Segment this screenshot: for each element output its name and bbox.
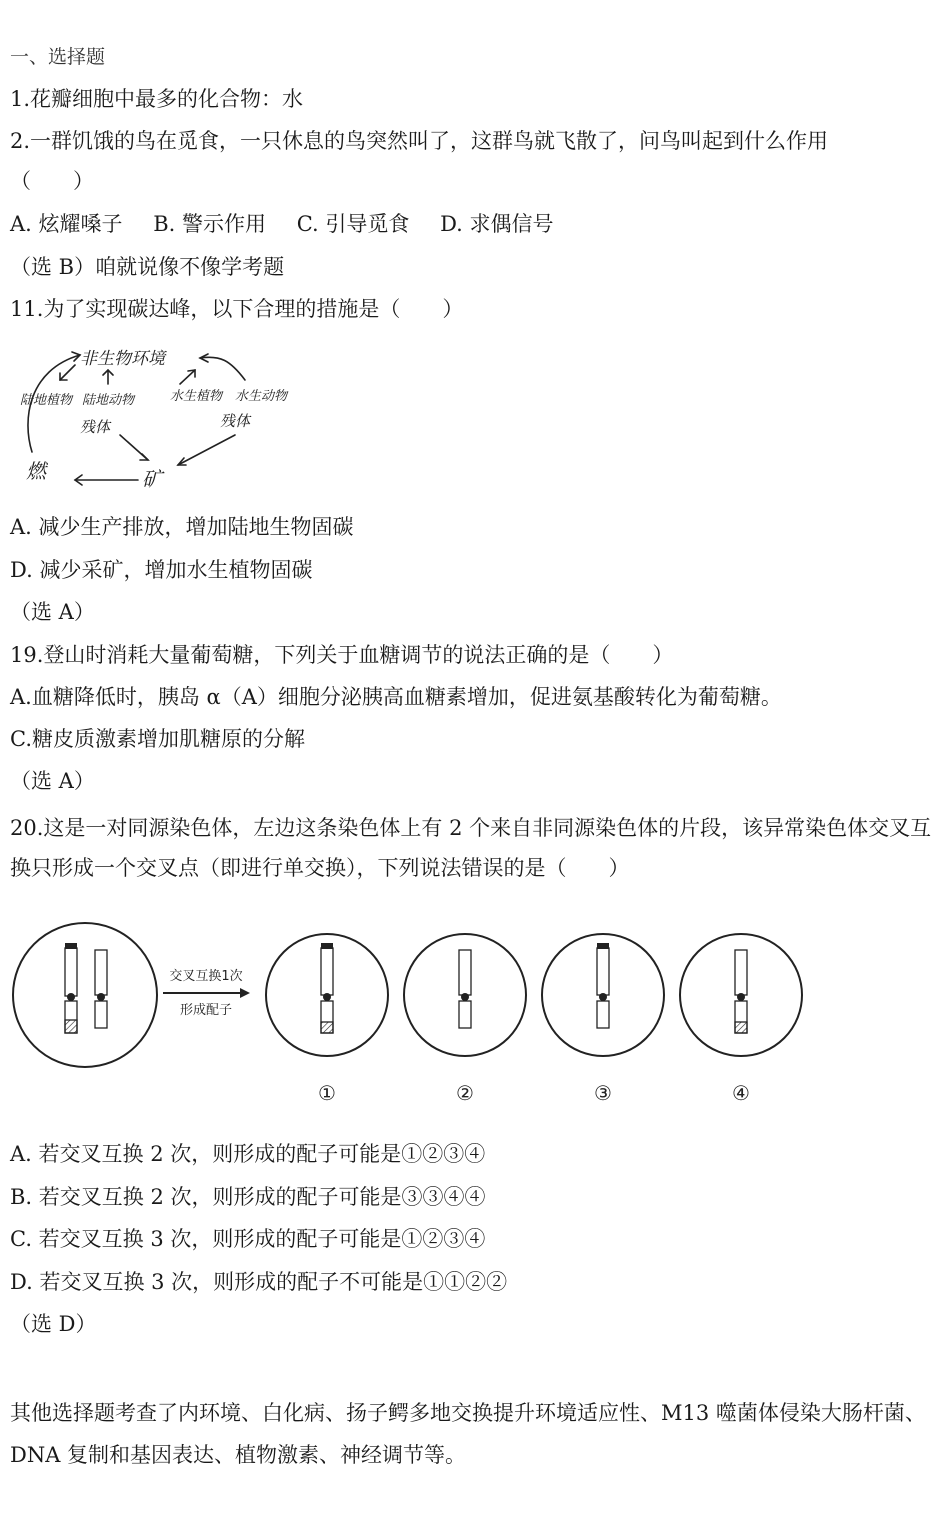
- question-20-option-b: B. 若交叉互换 2 次，则形成的配子可能是③③④④: [10, 1185, 486, 1209]
- carbon-cycle-diagram: [20, 340, 320, 500]
- gamete-label-4: ④: [732, 1081, 750, 1105]
- question-1: 1.花瓣细胞中最多的化合物：水: [10, 87, 304, 111]
- gamete-3: [542, 934, 664, 1056]
- question-11-answer: （选 A）: [10, 600, 95, 624]
- gamete-4: [680, 934, 802, 1056]
- gamete-label-2: ②: [456, 1081, 474, 1105]
- gamete-2: [404, 934, 526, 1056]
- question-11-option-d: D. 减少采矿，增加水生植物固碳: [10, 558, 313, 582]
- chromosome-diagram: [0, 920, 820, 1115]
- arrow-label-bottom: 形成配子: [179, 1003, 233, 1018]
- question-2-stem: 2.一群饥饿的鸟在觅食，一只休息的鸟突然叫了，这群鸟就飞散了，问鸟叫起到什么作用: [10, 129, 829, 153]
- diagram-left-remains: 残体: [80, 418, 111, 436]
- option-c: C. 引导觅食: [296, 212, 410, 236]
- question-20-option-c: C. 若交叉互换 3 次，则形成的配子可能是①②③④: [10, 1227, 486, 1251]
- question-2-options: [10, 209, 578, 239]
- question-20-option-d: D. 若交叉互换 3 次，则形成的配子不可能是①①②②: [10, 1270, 508, 1294]
- option-d: D. 求偶信号: [440, 212, 554, 236]
- question-19-option-c: C.糖皮质激素增加肌糖原的分解: [10, 727, 305, 751]
- arrow-label-top: 交叉互换1次: [169, 969, 243, 984]
- diagram-water-animal: 水生动物: [235, 389, 288, 404]
- question-19-option-a: A.血糖降低时，胰岛 α（A）细胞分泌胰高血糖素增加，促进氨基酸转化为葡萄糖。: [10, 685, 782, 709]
- gamete-1: [266, 934, 388, 1056]
- diagram-fuel: 燃: [26, 459, 46, 483]
- question-19-stem: 19.登山时消耗大量葡萄糖，下列关于血糖调节的说法正确的是（ ）: [10, 643, 674, 667]
- section-title: 一、选择题: [10, 46, 106, 68]
- question-19-answer: （选 A）: [10, 769, 95, 793]
- question-11-stem: 11.为了实现碳达峰，以下合理的措施是（ ）: [10, 297, 464, 321]
- diagram-mine: 矿: [142, 467, 162, 491]
- other-topics: 其他选择题考查了内环境、白化病、扬子鳄多地交换提升环境适应性、M13 噬菌体侵染大肠杆菌、DNA 复制和基因表达、植物激素、神经调节等。: [10, 1401, 926, 1467]
- diagram-land-plant: 陆地植物: [20, 393, 73, 408]
- parent-cell: [13, 923, 157, 1067]
- question-2-blank: （ ）: [10, 169, 94, 193]
- question-2-answer: （选 B）咱就说像不像学考题: [10, 255, 285, 279]
- gamete-label-1: ①: [318, 1081, 336, 1105]
- diagram-top-label: 非生物环境: [80, 349, 165, 369]
- question-20-option-a: A. 若交叉互换 2 次，则形成的配子可能是①②③④: [10, 1142, 486, 1166]
- question-20-stem: 20.这是一对同源染色体，左边这条染色体上有 2 个来自非同源染色体的片段，该异常染色体交叉互换只形成一个交叉点（即进行单交换），下列说法错误的是（ ）: [10, 816, 932, 880]
- diagram-water-plant: 水生植物: [170, 389, 223, 404]
- diagram-land-animal: 陆地动物: [82, 393, 135, 408]
- crossover-arrow: [163, 968, 250, 1018]
- option-b: B. 警示作用: [153, 212, 267, 236]
- diagram-right-remains: 残体: [220, 412, 251, 430]
- question-11-option-a: A. 减少生产排放，增加陆地生物固碳: [10, 515, 354, 539]
- option-a: A. 炫耀嗓子: [10, 212, 123, 236]
- gamete-label-3: ③: [594, 1081, 612, 1105]
- question-20-answer: （选 D）: [10, 1312, 97, 1336]
